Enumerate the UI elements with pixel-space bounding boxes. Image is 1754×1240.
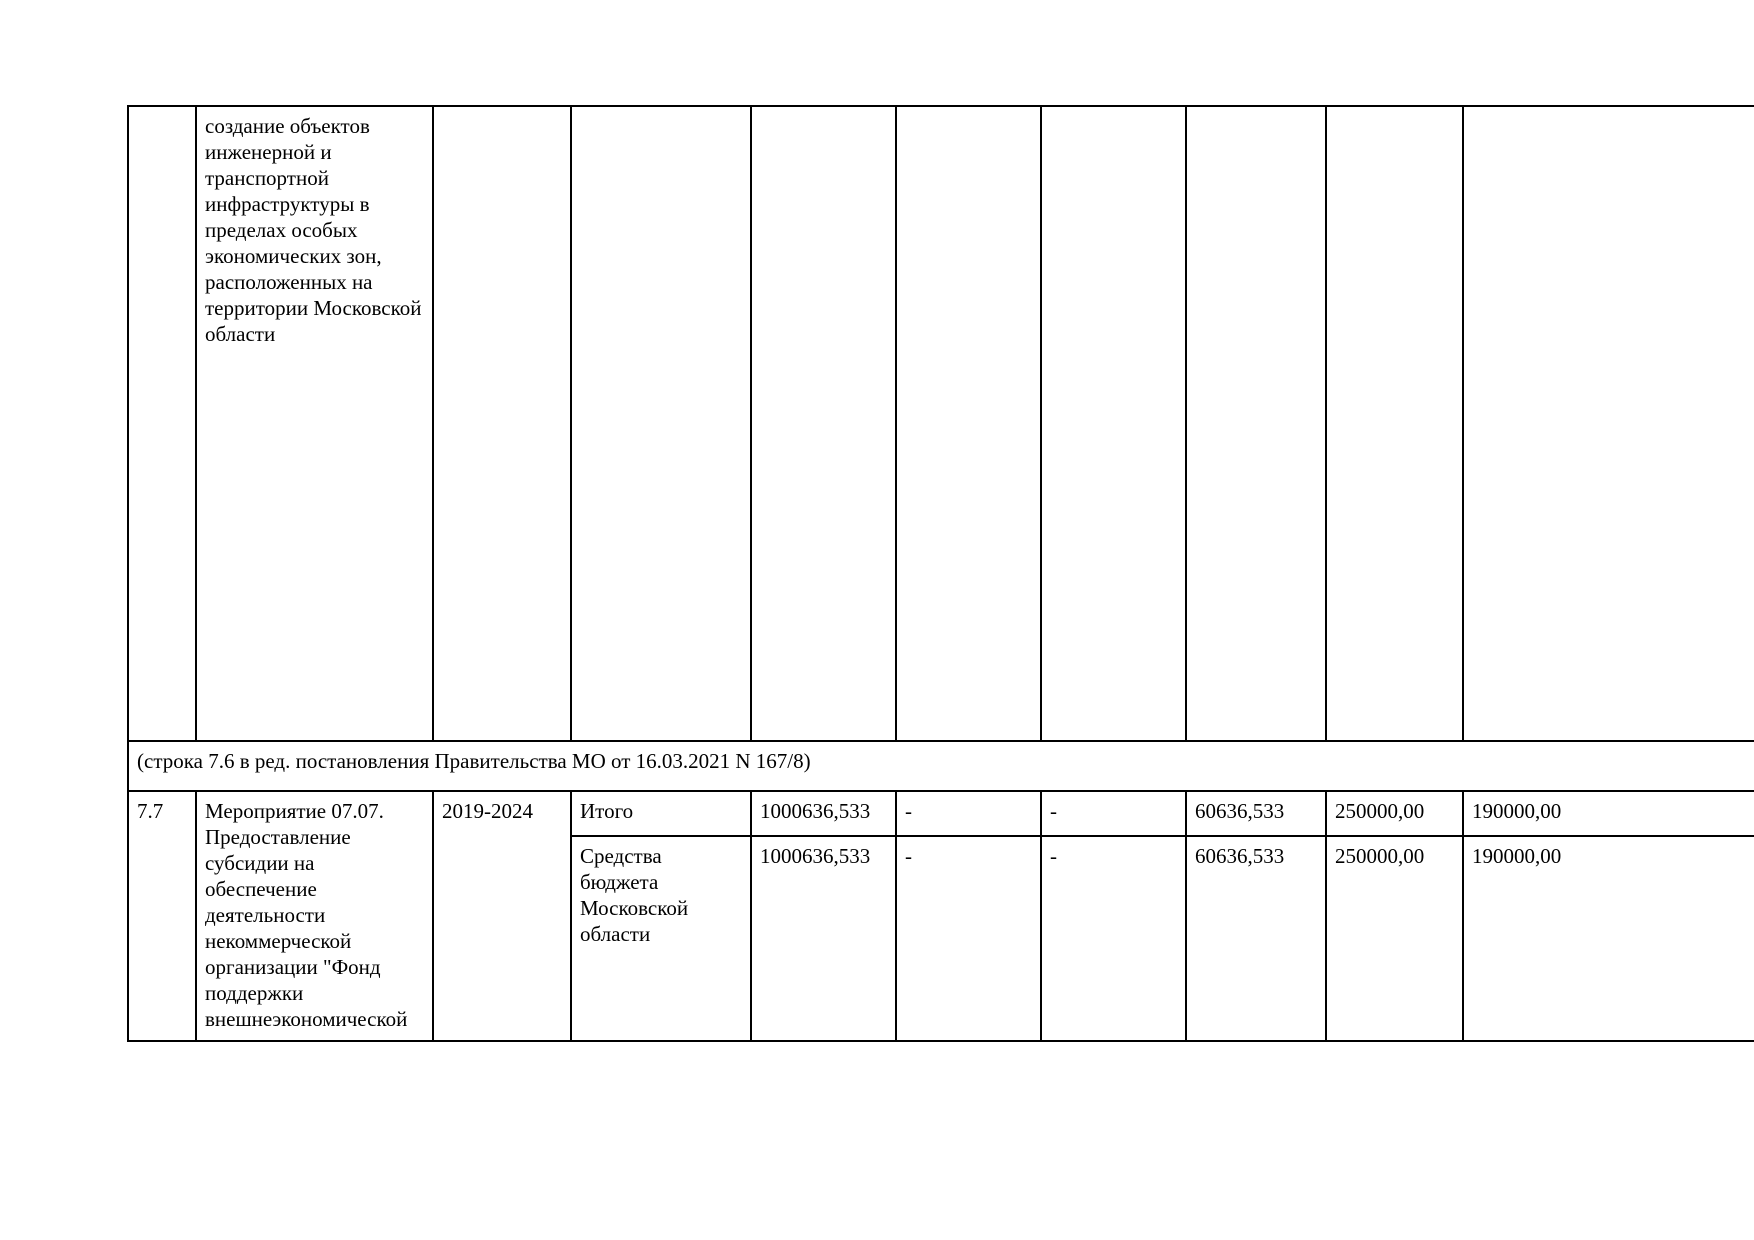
- amount-total-cell: 1000636,533: [751, 791, 896, 836]
- amount-cell: -: [896, 791, 1041, 836]
- event-title-cell: Мероприятие 07.07. Предоставление субсидии на обеспечение деятельности некоммерческой организации "Фонд поддержки внешнеэкономической: [196, 791, 433, 1041]
- funding-source-cell: Средства бюджета Московской области: [571, 836, 751, 1041]
- funding-source-cell: Итого: [571, 791, 751, 836]
- amount-total-cell: 1000636,533: [751, 836, 896, 1041]
- amount-cell: 60636,533: [1186, 836, 1326, 1041]
- amount-cell: 250000,00: [1326, 836, 1463, 1041]
- amount-cell: 250000,00: [1326, 791, 1463, 836]
- amount-cell: -: [896, 836, 1041, 1041]
- period-cell: 2019-2024: [433, 791, 571, 1041]
- amendment-note-row: [128, 741, 1754, 791]
- row-number-cell: 7.7: [128, 791, 196, 1041]
- empty-cell: [1463, 106, 1754, 741]
- event-description-cell: создание объектов инженерной и транспортной инфраструктуры в пределах особых экономических зон, расположенных на территории Московской области: [196, 106, 433, 741]
- empty-cell: [433, 106, 571, 741]
- empty-cell: [571, 106, 751, 741]
- amount-cell: 190000,00: [1463, 836, 1754, 1041]
- empty-cell: [1186, 106, 1326, 741]
- empty-cell: [896, 106, 1041, 741]
- amount-cell: 190000,00: [1463, 791, 1754, 836]
- amount-cell: -: [1041, 791, 1186, 836]
- amount-cell: -: [1041, 836, 1186, 1041]
- budget-table: [127, 105, 1754, 1042]
- row-7-7-total: [128, 791, 1754, 836]
- empty-cell: [751, 106, 896, 741]
- empty-cell: [1041, 106, 1186, 741]
- row-7-6-continuation: [128, 106, 1754, 741]
- empty-cell: [128, 106, 196, 741]
- amount-cell: 60636,533: [1186, 791, 1326, 836]
- empty-cell: [1326, 106, 1463, 741]
- amendment-note: (строка 7.6 в ред. постановления Правительства МО от 16.03.2021 N 167/8): [128, 741, 1754, 791]
